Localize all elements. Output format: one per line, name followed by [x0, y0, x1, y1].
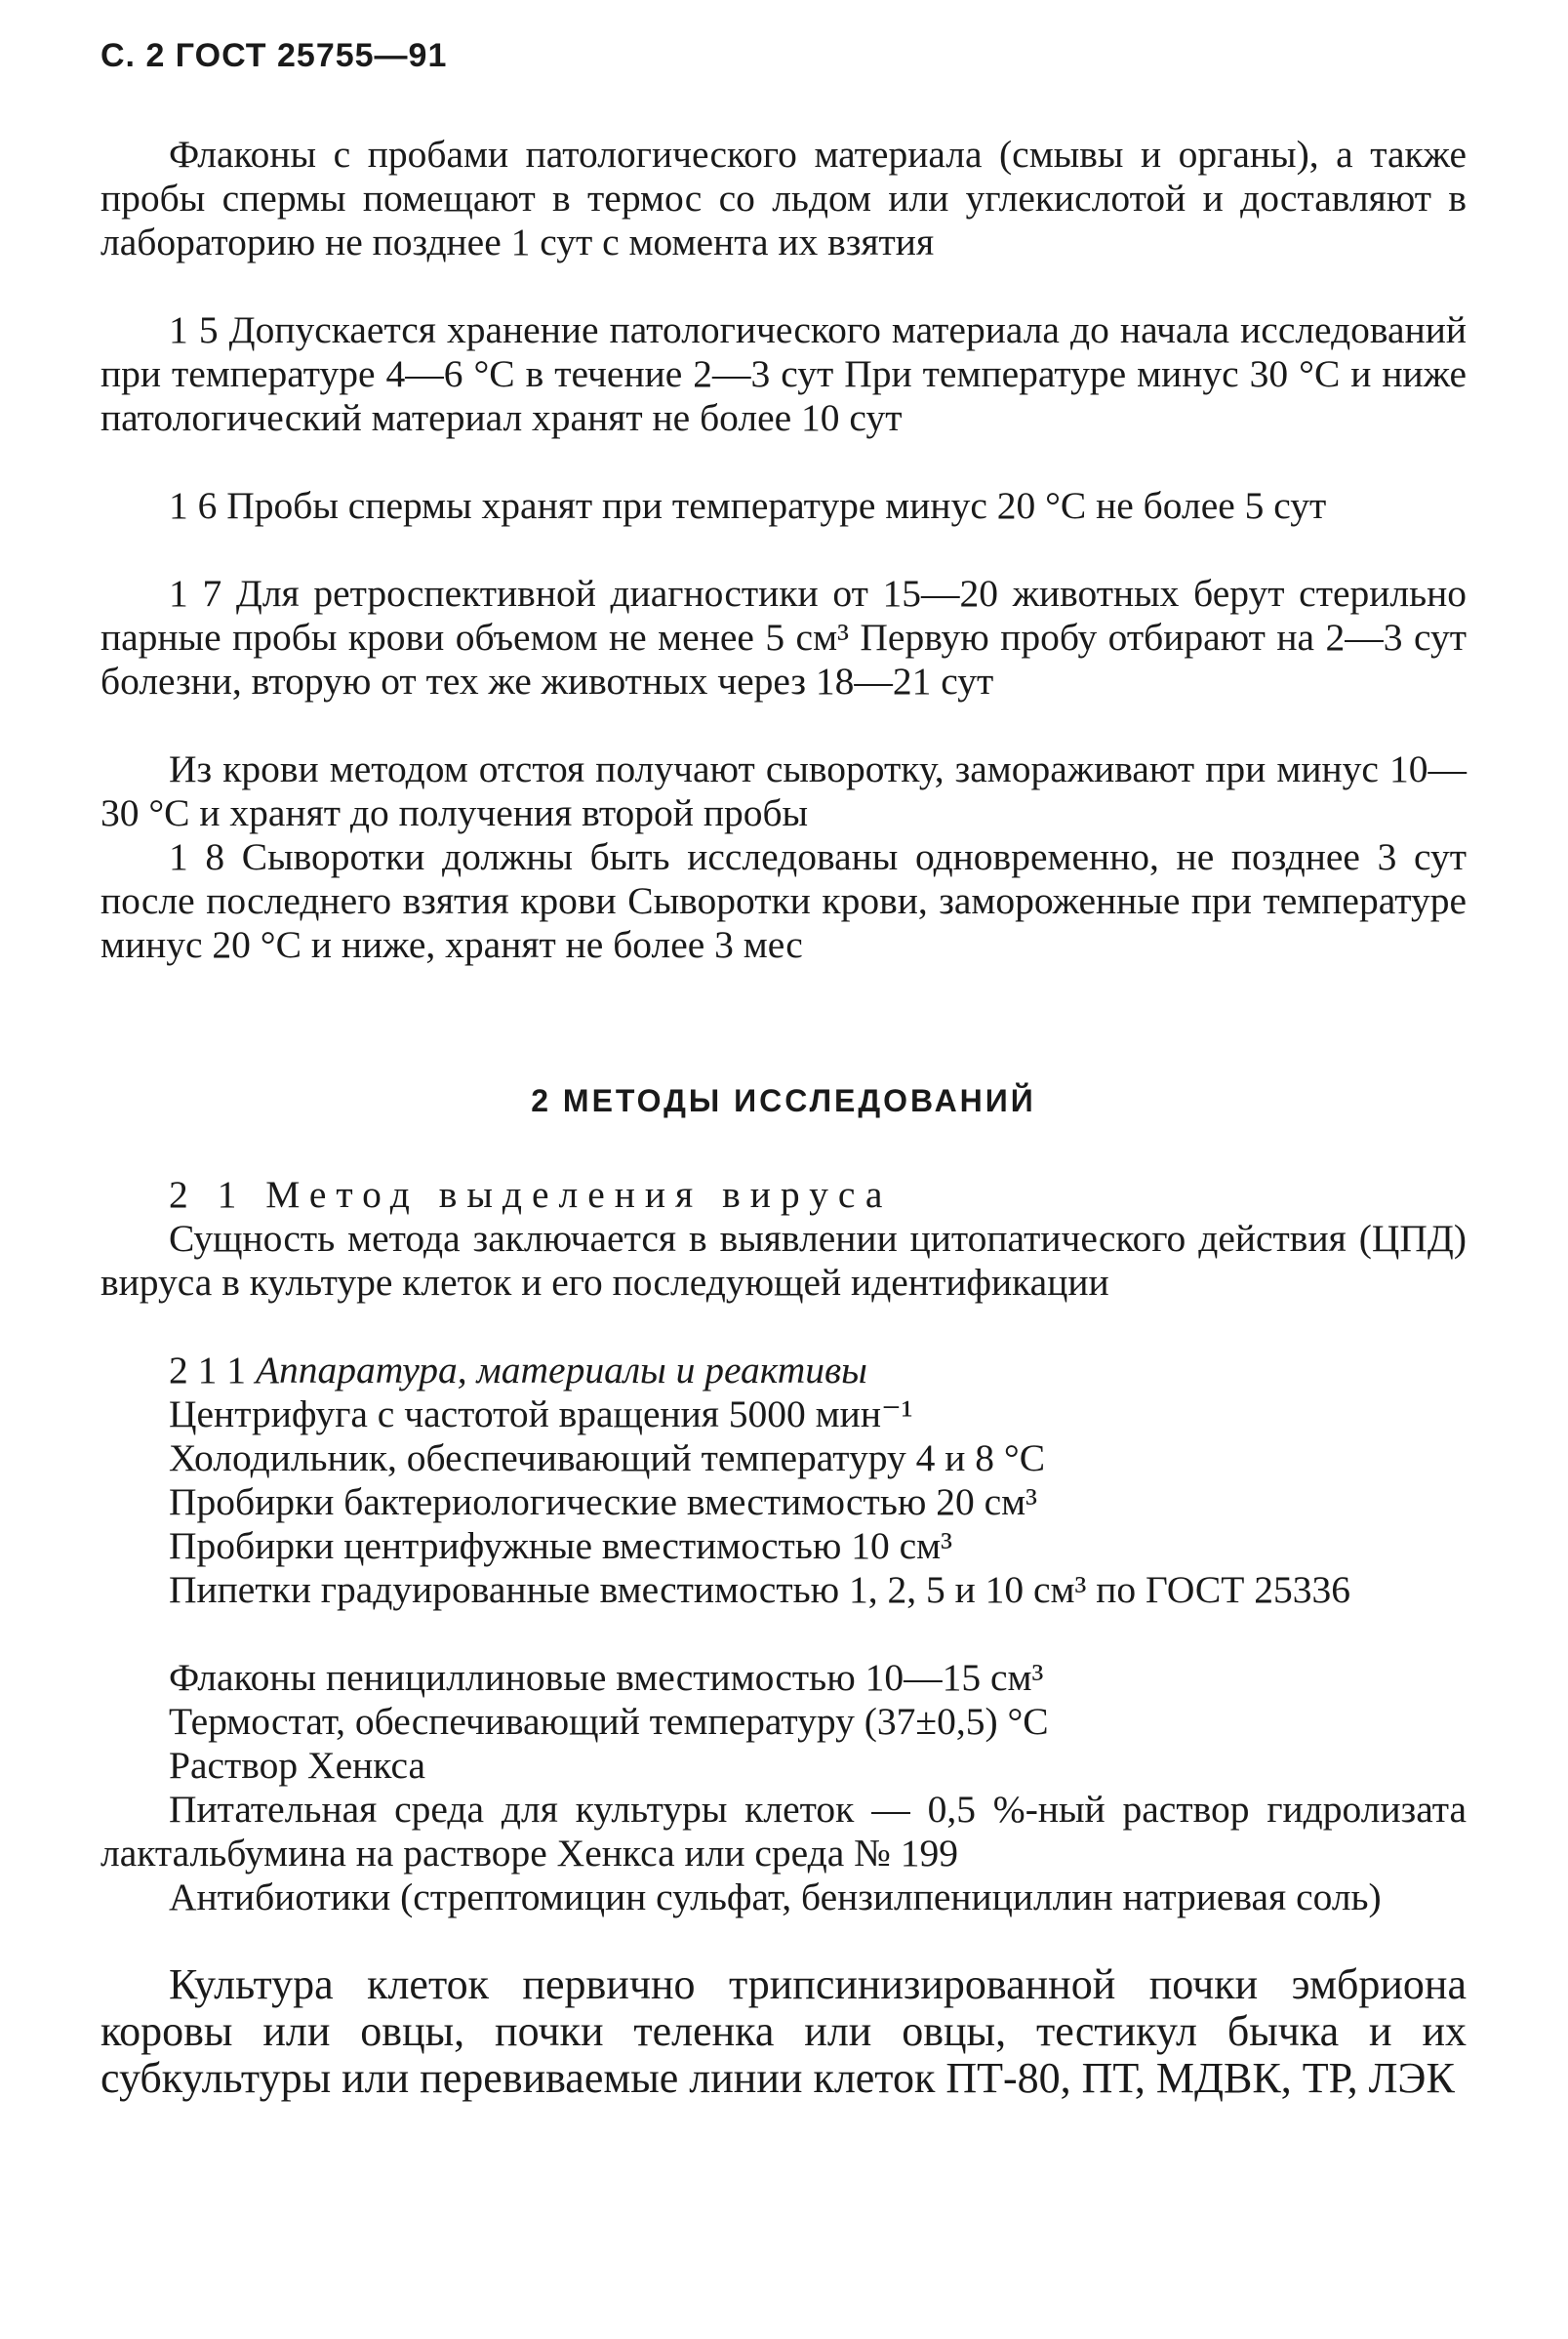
equipment-nutrient-medium: Питательная среда для культуры клеток — 0,5 %-ный раствор гидролизата лактальбумина на растворе Хенкса или среда № 199: [101, 1788, 1467, 1875]
equipment-thermostat: Термостат, обеспечивающий температуру (37±0,5) °С: [169, 1700, 1049, 1743]
paragraph-samples-transport: Флаконы с пробами патологического материала (смывы и органы), а также пробы спермы помещают в термос со льдом или углекислотой и доставляют в лабораторию не позднее 1 сут с момента их взятия: [101, 133, 1467, 263]
equipment-pipettes: Пипетки градуированные вместимостью 1, 2, 5 и 10 см³ по ГОСТ 25336: [169, 1568, 1350, 1611]
equipment-bacteriological-tubes: Пробирки бактериологические вместимостью 20 см³: [169, 1480, 1037, 1523]
paragraph-1-8: 1 8 Сыворотки должны быть исследованы одновременно, не позднее 3 сут после последнего взятия крови Сыворотки крови, замороженные при температуре минус 20 °С и ниже, хранят не более 3 мес: [101, 835, 1467, 966]
method-heading: 2 1 Метод выделения вируса: [169, 1173, 893, 1216]
equipment-centrifuge-tubes: Пробирки центрифужные вместимостью 10 см³: [169, 1524, 952, 1567]
subsection-heading: [101, 1349, 1467, 1392]
paragraph-cell-culture: Культура клеток первично трипсинизированной почки эмбриона коровы или овцы, почки теленка или овцы, тестикул бычка и их субкультуры или перевиваемые линии клеток ПТ-80, ПТ, МДВК, ТР, ЛЭК: [101, 1960, 1467, 2102]
section-title: 2 МЕТОДЫ ИССЛЕДОВАНИЙ: [531, 1083, 1036, 1118]
equipment-flasks: Флаконы пенициллиновые вместимостью 10—15 см³: [169, 1656, 1044, 1699]
paragraph-1-5: 1 5 Допускается хранение патологического материала до начала исследований при температуре 4—6 °С в течение 2—3 сут При температуре минус 30 °С и ниже патологический материал хранят не более 10 сут: [101, 308, 1467, 439]
subsection-title: Аппаратура, материалы и реактивы: [255, 1349, 867, 1391]
paragraph-serum: Из крови методом отстоя получают сыворотку, замораживают при минус 10—30 °С и хранят до получения второй пробы: [101, 747, 1467, 834]
page-header: С. 2 ГОСТ 25755—91: [101, 37, 448, 74]
subsection-number: 2 1 1: [169, 1349, 246, 1391]
paragraph-1-6: 1 6 Пробы спермы хранят при температуре минус 20 °С не более 5 сут: [169, 484, 1327, 527]
paragraph-1-7: 1 7 Для ретроспективной диагностики от 15—20 животных берут стерильно парные пробы крови объемом не менее 5 см³ Первую пробу отбирают на 2—3 сут болезни, вторую от тех же животных через 18—21 сут: [101, 572, 1467, 703]
equipment-centrifuge: Центрифуга с частотой вращения 5000 мин⁻¹: [169, 1392, 913, 1435]
equipment-antibiotics: Антибиотики (стрептомицин сульфат, бензилпенициллин натриевая соль): [169, 1875, 1382, 1918]
equipment-hanks-solution: Раствор Хенкса: [169, 1744, 425, 1787]
equipment-refrigerator: Холодильник, обеспечивающий температуру 4 и 8 °С: [169, 1436, 1046, 1479]
method-essence: Сущность метода заключается в выявлении цитопатического действия (ЦПД) вируса в культуре клеток и его последующей идентификации: [101, 1217, 1467, 1304]
